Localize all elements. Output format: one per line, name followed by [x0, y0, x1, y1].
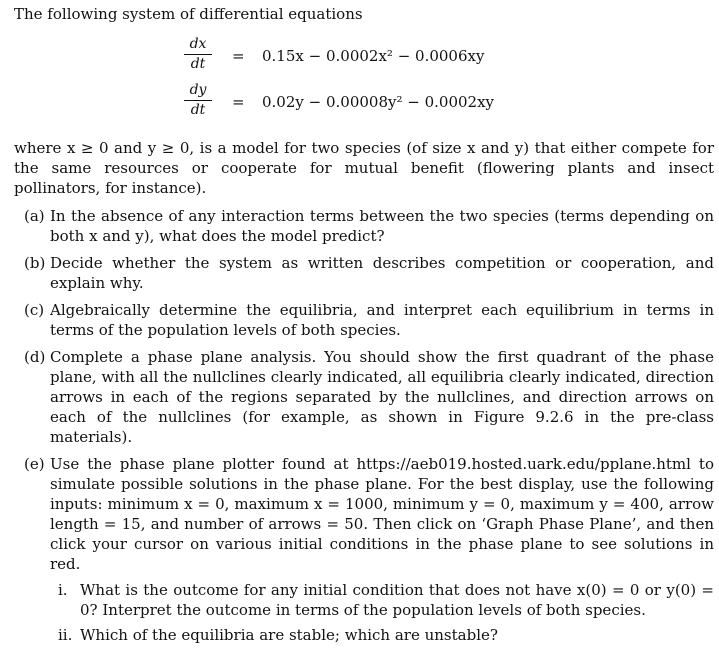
- question-part-b: [14, 253, 714, 293]
- equation-system: [184, 36, 704, 124]
- question-part-a: [14, 206, 714, 246]
- question-subparts: [50, 580, 714, 645]
- fraction-numerator: dy: [184, 82, 212, 101]
- question-parts: [14, 206, 714, 645]
- part-text: Use the phase plane plotter found at https://aeb019.hosted.uark.edu/pplane.html to simulate possible solutions in the phase plane. For the best display, use the following inputs: minimum x = 0, maximum x = 1000, minimum y = 0, maximum y = 400, arrow length = 15, and number of arrows = 50. Then click on ‘Graph Phase Plane’, and then click your cursor on various initial conditions in the phase plane to see solutions in red.: [50, 455, 714, 573]
- part-text: Complete a phase plane analysis. You should show the first quadrant of the phase plane, with all the nullclines clearly indicated, all equilibria clearly indicated, direction arrows in each of the regions separated by the nullclines, and direction arrows on each of the nullclines (for example, as shown in Figure 9.2.6 in the pre-class materials).: [50, 348, 714, 446]
- part-label: (e): [24, 455, 45, 473]
- subpart-label: i.: [58, 581, 68, 599]
- equation-dx: [184, 36, 704, 76]
- part-label: (d): [24, 348, 46, 366]
- part-label: (b): [24, 254, 46, 272]
- subpart-text: Which of the equilibria are stable; which are unstable?: [80, 626, 498, 644]
- description-paragraph: where x ≥ 0 and y ≥ 0, is a model for two species (of size x and y) that either compete for the same resources or cooperate for mutual benefit (flowering plants and insect pollinators, for instance).: [14, 139, 714, 197]
- question-subpart-i: [14, 580, 714, 620]
- part-text: In the absence of any interaction terms between the two species (terms depending on both x and y), what does the model predict?: [50, 207, 714, 245]
- part-text: Decide whether the system as written describes competition or cooperation, and explain why.: [50, 254, 714, 292]
- equation-rhs: 0.02y − 0.00008y² − 0.0002xy: [262, 93, 495, 111]
- equals-sign: =: [232, 47, 245, 65]
- intro-text: The following system of differential equations: [14, 5, 363, 23]
- fraction-dy-dt: [184, 82, 212, 119]
- question-part-d: [14, 347, 714, 447]
- part-label: (c): [24, 301, 45, 319]
- question-part-c: [14, 300, 714, 340]
- part-label: (a): [24, 207, 45, 225]
- part-text: Algebraically determine the equilibria, and interpret each equilibrium in terms in terms of the population levels of both species.: [50, 301, 714, 339]
- equation-rhs: 0.15x − 0.0002x² − 0.0006xy: [262, 47, 485, 65]
- fraction-denominator: dt: [190, 56, 206, 72]
- question-part-e: [14, 454, 714, 645]
- subpart-label: ii.: [58, 626, 73, 644]
- equals-sign: =: [232, 93, 245, 111]
- question-subpart-ii: [14, 625, 714, 645]
- fraction-dx-dt: [184, 36, 212, 73]
- fraction-numerator: dx: [184, 36, 212, 55]
- equation-dy: [184, 82, 704, 122]
- fraction-denominator: dt: [190, 102, 206, 118]
- document-page: [14, 4, 714, 652]
- subpart-text: What is the outcome for any initial condition that does not have x(0) = 0 or y(0) = 0? Interpret the outcome in terms of the population levels of both species.: [80, 581, 714, 619]
